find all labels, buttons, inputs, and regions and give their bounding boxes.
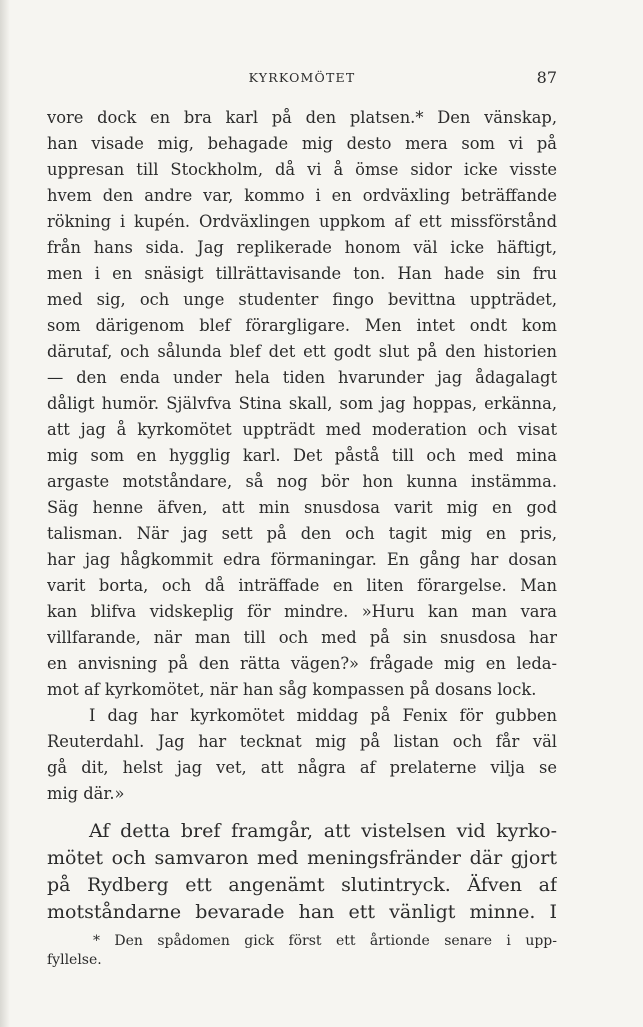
text-line: gå dit, helst jag vet, att några af prelaterne vilja se [47, 758, 557, 777]
text-line: en anvisning på den rätta vägen?» frågade mig en leda- [47, 654, 557, 673]
text-line: mig som en hygglig karl. Det påstå till och med mina [47, 446, 557, 465]
footnote-line: * Den spådomen gick först ett årtionde senare i upp- [93, 933, 557, 949]
text-line: — den enda under hela tiden hvarunder jag ådagalagt [47, 368, 557, 387]
text-line: på Rydberg ett angenämt slutintryck. Äfven af [47, 874, 557, 896]
text-line: I dag har kyrkomötet middag på Fenix för gubben [89, 706, 557, 725]
text-line: vore dock en bra karl på den platsen.* Den vänskap, [47, 108, 557, 127]
text-line: hvem den andre var, kommo i en ordväxling beträffande [47, 186, 557, 205]
text-line: som därigenom blef förargligare. Men intet ondt kom [47, 316, 557, 335]
running-head: KYRKOMÖTET [248, 70, 356, 85]
text-line: Säg henne äfven, att min snusdosa varit mig en god [47, 498, 557, 517]
text-line: Reuterdahl. Jag har tecknat mig på listan och får väl [47, 732, 557, 751]
text-line: mötet och samvaron med meningsfränder där gjort [47, 847, 557, 869]
text-line: talisman. När jag sett på den och tagit mig en pris, [47, 524, 557, 543]
footnote-line: fyllelse. [47, 952, 102, 968]
text-line: kan blifva vidskeplig för mindre. »Huru kan man vara [47, 602, 557, 621]
page-binding-shadow [0, 0, 10, 1027]
text-line: varit borta, och då inträffade en liten förargelse. Man [47, 576, 557, 595]
text-line: villfarande, när man till och med på sin snusdosa har [47, 628, 557, 647]
commentary-text-block [47, 818, 557, 926]
page-header [47, 68, 557, 88]
text-line: mot af kyrkomötet, när han såg kompassen på dosans lock. [47, 680, 537, 699]
text-line: har jag hågkommit edra förmaningar. En gång har dosan [47, 550, 557, 569]
text-line: rökning i kupén. Ordväxlingen uppkom af ett missförstånd [47, 212, 557, 231]
text-line: att jag å kyrkomötet uppträdt med moderation och visat [47, 420, 557, 439]
text-line: därutaf, och sålunda blef det ett godt slut på den historien [47, 342, 557, 361]
text-line: med sig, och unge studenter fingo bevittna uppträdet, [47, 290, 557, 309]
text-line: argaste motståndare, så nog bör hon kunna instämma. [47, 472, 557, 491]
letter-text-block [47, 105, 557, 807]
text-line: dåligt humör. Självfva Stina skall, som jag hoppas, erkänna, [47, 394, 557, 413]
text-line: han visade mig, behagade mig desto mera som vi på [47, 134, 557, 153]
footnote [47, 932, 557, 970]
text-line: från hans sida. Jag replikerade honom väl icke häftigt, [47, 238, 557, 257]
page-number: 87 [536, 68, 557, 87]
text-line: uppresan till Stockholm, då vi å ömse sidor icke visste [47, 160, 557, 179]
text-line: motståndarne bevarade han ett vänligt minne. I [47, 901, 557, 923]
text-line: Af detta bref framgår, att vistelsen vid kyrko- [89, 820, 557, 842]
text-line: men i en snäsigt tillrättavisande ton. Han hade sin fru [47, 264, 557, 283]
text-line: mig där.» [47, 784, 125, 803]
